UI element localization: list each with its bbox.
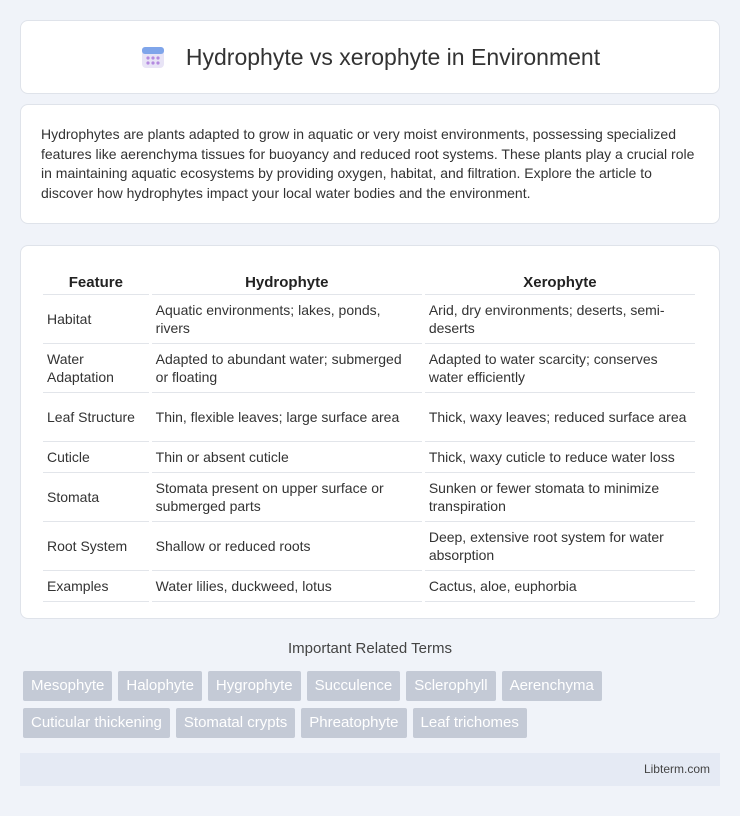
hydrophyte-cell: Shallow or reduced roots (152, 522, 422, 571)
feature-cell: Leaf Structure (43, 393, 149, 442)
intro-card (20, 104, 720, 224)
tag-cuticular-thickening[interactable]: Cuticular thickening (23, 708, 170, 738)
comparison-table (40, 265, 698, 602)
xerophyte-cell: Arid, dry environments; deserts, semi-deserts (425, 295, 695, 344)
table-row (43, 522, 695, 571)
header-feature: Feature (43, 265, 149, 295)
xerophyte-cell: Cactus, aloe, euphorbia (425, 571, 695, 602)
table-row (43, 571, 695, 602)
comparison-card (20, 245, 720, 619)
xerophyte-cell: Deep, extensive root system for water absorption (425, 522, 695, 571)
tag-phreatophyte[interactable]: Phreatophyte (301, 708, 406, 738)
table-row (43, 442, 695, 473)
feature-cell: Examples (43, 571, 149, 602)
footer-brand-link[interactable]: Libterm.com (643, 762, 710, 776)
hydrophyte-cell: Water lilies, duckweed, lotus (152, 571, 422, 602)
related-terms-title: Important Related Terms (288, 640, 452, 657)
feature-cell: Root System (43, 522, 149, 571)
hydrophyte-cell: Thin, flexible leaves; large surface area (152, 393, 422, 442)
feature-cell: Stomata (43, 473, 149, 522)
table-row (43, 393, 695, 442)
tag-hygrophyte[interactable]: Hygrophyte (208, 671, 301, 701)
feature-cell: Habitat (43, 295, 149, 344)
hydrophyte-cell: Stomata present on upper surface or submerged parts (152, 473, 422, 522)
related-terms-list (23, 671, 723, 738)
page-title: Hydrophyte vs xerophyte in Environment (185, 43, 601, 70)
calendar-icon (140, 44, 166, 70)
tag-mesophyte[interactable]: Mesophyte (23, 671, 112, 701)
table-header-row (43, 265, 695, 295)
footer (20, 753, 720, 786)
hydrophyte-cell: Aquatic environments; lakes, ponds, rivers (152, 295, 422, 344)
hydrophyte-cell: Adapted to abundant water; submerged or floating (152, 344, 422, 393)
tag-leaf-trichomes[interactable]: Leaf trichomes (413, 708, 527, 738)
table-row (43, 344, 695, 393)
header-card (20, 20, 720, 94)
header-hydrophyte: Hydrophyte (152, 265, 422, 295)
tag-sclerophyll[interactable]: Sclerophyll (406, 671, 495, 701)
feature-cell: Water Adaptation (43, 344, 149, 393)
xerophyte-cell: Thick, waxy cuticle to reduce water loss (425, 442, 695, 473)
xerophyte-cell: Sunken or fewer stomata to minimize transpiration (425, 473, 695, 522)
tag-halophyte[interactable]: Halophyte (118, 671, 202, 701)
xerophyte-cell: Adapted to water scarcity; conserves water efficiently (425, 344, 695, 393)
tag-stomatal-crypts[interactable]: Stomatal crypts (176, 708, 295, 738)
table-row (43, 295, 695, 344)
feature-cell: Cuticle (43, 442, 149, 473)
tag-aerenchyma[interactable]: Aerenchyma (502, 671, 602, 701)
table-row (43, 473, 695, 522)
header-xerophyte: Xerophyte (425, 265, 695, 295)
xerophyte-cell: Thick, waxy leaves; reduced surface area (425, 393, 695, 442)
tag-succulence[interactable]: Succulence (307, 671, 401, 701)
hydrophyte-cell: Thin or absent cuticle (152, 442, 422, 473)
intro-paragraph: Hydrophytes are plants adapted to grow in aquatic or very moist environments, possessing specialized features like aerenchyma tissues for buoyancy and reduced root systems. These plants play a crucial role in maintaining aquatic ecosystems by providing oxygen, habitat, and filtration. Explore the article to discover how hydrophytes impact your local water bodies and the environment. (41, 126, 695, 201)
